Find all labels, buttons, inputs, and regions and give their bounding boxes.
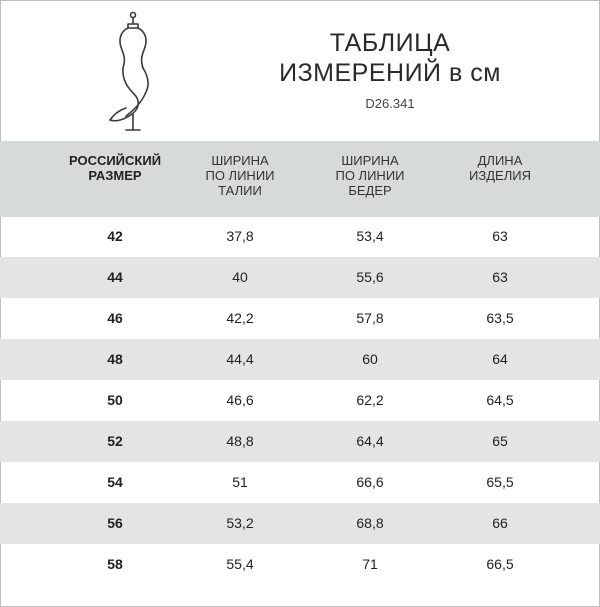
length-cell: 64,5	[486, 392, 514, 408]
waist-cell: 51	[232, 474, 248, 490]
hips-cell: 71	[362, 556, 378, 572]
hips-cell: 62,2	[356, 392, 384, 408]
length-cell: 66	[492, 515, 508, 531]
table-row	[0, 339, 600, 380]
size-cell: 46	[107, 310, 123, 326]
column-header-waist: ШИРИНА ПО ЛИНИИ ТАЛИИ	[205, 153, 275, 198]
hips-cell: 68,8	[356, 515, 384, 531]
hips-cell: 64,4	[356, 433, 384, 449]
table-row	[0, 298, 600, 339]
waist-cell: 46,6	[226, 392, 254, 408]
length-cell: 63	[492, 269, 508, 285]
table-row	[0, 462, 600, 503]
length-cell: 64	[492, 351, 508, 367]
length-cell: 63,5	[486, 310, 514, 326]
page-title-line-1: ТАБЛИЦА	[329, 29, 451, 57]
column-header-length: ДЛИНА ИЗДЕЛИЯ	[469, 153, 531, 183]
column-header-size: РОССИЙСКИЙ РАЗМЕР	[68, 153, 162, 183]
page-title-line-2: ИЗМЕРЕНИЙ в см	[279, 59, 501, 87]
size-cell: 52	[107, 433, 123, 449]
table-row	[0, 257, 600, 298]
table-row	[0, 380, 600, 421]
length-cell: 65,5	[486, 474, 514, 490]
size-cell: 42	[107, 228, 123, 244]
table-row	[0, 544, 600, 585]
waist-cell: 55,4	[226, 556, 254, 572]
waist-cell: 40	[232, 269, 248, 285]
table-row	[0, 216, 600, 257]
hips-cell: 60	[362, 351, 378, 367]
waist-cell: 53,2	[226, 515, 254, 531]
product-code: D26.341	[365, 96, 415, 111]
waist-cell: 37,8	[226, 228, 254, 244]
table-row	[0, 503, 600, 544]
size-cell: 54	[107, 474, 123, 490]
hips-cell: 66,6	[356, 474, 384, 490]
length-cell: 66,5	[486, 556, 514, 572]
size-cell: 58	[107, 556, 123, 572]
waist-cell: 42,2	[226, 310, 254, 326]
dress-mannequin-icon	[98, 10, 168, 136]
size-cell: 50	[107, 392, 123, 408]
size-cell: 48	[107, 351, 123, 367]
hips-cell: 55,6	[356, 269, 384, 285]
size-cell: 44	[107, 269, 123, 285]
hips-cell: 53,4	[356, 228, 384, 244]
table-row	[0, 421, 600, 462]
length-cell: 63	[492, 228, 508, 244]
waist-cell: 44,4	[226, 351, 254, 367]
length-cell: 65	[492, 433, 508, 449]
table-header	[0, 141, 600, 217]
waist-cell: 48,8	[226, 433, 254, 449]
size-cell: 56	[107, 515, 123, 531]
column-header-hips: ШИРИНА ПО ЛИНИИ БЕДЕР	[335, 153, 405, 198]
hips-cell: 57,8	[356, 310, 384, 326]
